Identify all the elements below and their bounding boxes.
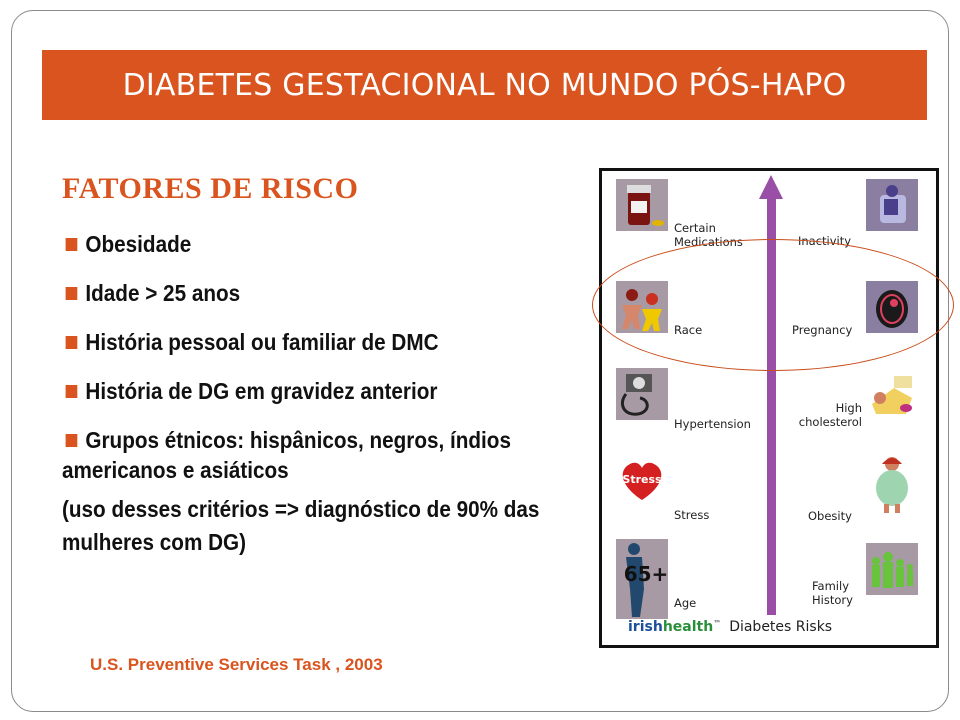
factor-label: High cholesterol <box>798 401 862 429</box>
family-group-icon <box>866 543 918 595</box>
pill-bottle-icon <box>616 179 668 231</box>
stress-heart-icon <box>616 454 668 506</box>
elderly-figure-icon <box>616 539 668 619</box>
age-badge-text: 65+ <box>623 562 668 586</box>
bullet-item: Obesidade <box>62 229 537 259</box>
bullet-square-icon <box>66 385 78 398</box>
trademark: ™ <box>713 619 722 628</box>
armchair-person-icon <box>866 179 918 231</box>
bullet-square-icon <box>66 434 78 447</box>
bullet-list <box>62 229 590 559</box>
factor-label: Race <box>674 323 703 337</box>
obese-person-icon <box>866 454 918 514</box>
fatty-food-icon <box>866 368 918 420</box>
section-subtitle: FATORES DE RISCO <box>62 172 359 205</box>
factor-label: Obesity <box>808 509 852 523</box>
factor-label: Inactivity <box>798 234 852 248</box>
diagnosis-note: (uso desses critérios => diagnóstico de 90% das mulheres com DG) <box>62 496 540 555</box>
factor-label: Hypertension <box>674 417 751 431</box>
bullet-item: Idade > 25 anos <box>62 278 537 308</box>
title-bar <box>42 50 927 120</box>
factor-label: Stress <box>674 508 710 522</box>
figure-footer <box>628 619 832 635</box>
figure-title: Diabetes Risks <box>729 619 833 635</box>
factor-label: Age <box>674 596 697 610</box>
bullet-item: História pessoal ou familiar de DMC <box>62 327 537 357</box>
brand-name-suffix: health <box>662 619 714 635</box>
factor-label: Pregnancy <box>792 323 853 337</box>
highlight-ellipse <box>592 239 954 371</box>
bullet-square-icon <box>66 238 78 251</box>
bullet-square-icon <box>66 287 78 300</box>
bullet-item: História de DG em gravidez anterior <box>62 376 537 406</box>
blood-pressure-cuff-icon <box>616 368 668 420</box>
factor-label: Family History <box>812 579 853 607</box>
factor-label: Certain Medications <box>674 221 743 249</box>
brand-name: irish <box>628 619 663 635</box>
bullet-item: Grupos étnicos: hispânicos, negros, índios americanos e asiáticos <box>62 427 511 483</box>
bullet-square-icon <box>66 336 78 349</box>
citation: U.S. Preventive Services Task , 2003 <box>90 655 383 674</box>
slide-title: DIABETES GESTACIONAL NO MUNDO PÓS-HAPO <box>122 68 847 103</box>
stress-badge-text: Stress <box>622 473 662 486</box>
